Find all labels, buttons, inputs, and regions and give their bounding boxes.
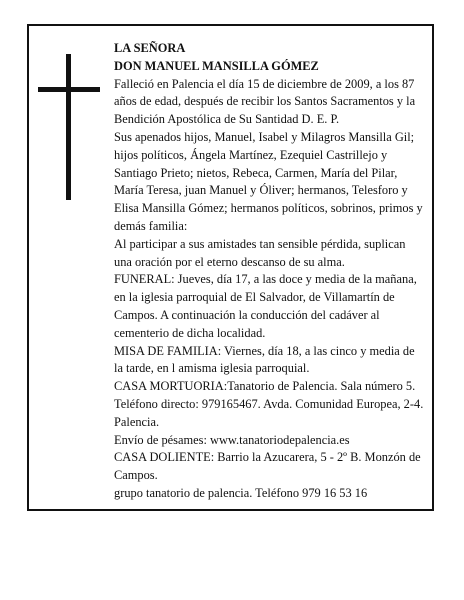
cross-icon xyxy=(38,54,100,200)
notice-heading: LA SEÑORA xyxy=(114,41,186,55)
family-list: Sus apenados hijos, Manuel, Isabel y Milagros Mansilla Gil; hijos políticos, Ángela Martínez, Ezequiel Castrillejo y Santiago Prieto; nietos, Rebeca, Carmen, María del Pilar, María Teresa, juan Manuel y Óliver; hermanos, Telesforo y Elisa Mansilla Gómez; hermanos políticos, sobrinos, primos y demás familia: xyxy=(114,129,423,233)
deceased-name: DON MANUEL MANSILLA GÓMEZ xyxy=(114,58,319,73)
mourning-house-info: CASA DOLIENTE: Barrio la Azucarera, 5 - 2º B. Monzón de Campos. xyxy=(114,450,421,483)
obituary-text xyxy=(114,40,426,503)
funeral-info: FUNERAL: Jueves, día 17, a las doce y media de la mañana, en la iglesia parroquial de El Salvador, de Villamartín de Campos. A continuación la conducción del cadáver al cementerio de dicha localidad. xyxy=(114,272,417,340)
death-announcement: Falleció en Palencia el día 15 de diciembre de 2009, a los 87 años de edad, después de recibir los Santos Sacramentos y la Bendición Apostólica de Su Santidad D. E. P. xyxy=(114,76,416,127)
prayer-request: Al participar a sus amistades tan sensible pérdida, suplican una oración por el eterno descanso de su alma. xyxy=(114,236,406,269)
mortuary-info: CASA MORTUORIA:Tanatorio de Palencia. Sala número 5. Teléfono directo: 979165467. Avda. Comunidad Europea, 2-4. Palencia. xyxy=(114,379,424,429)
condolences-info: Envío de pésames: www.tanatoriodepalencia.es xyxy=(114,432,350,447)
cross-vertical-bar xyxy=(66,54,71,200)
funeral-home-contact: grupo tanatorio de palencia. Teléfono 979 16 53 16 xyxy=(114,485,368,500)
cross-horizontal-bar xyxy=(38,87,100,92)
family-mass-info: MISA DE FAMILIA: Viernes, día 18, a las cinco y media de la tarde, en l amisma iglesia parroquial. xyxy=(114,343,415,376)
